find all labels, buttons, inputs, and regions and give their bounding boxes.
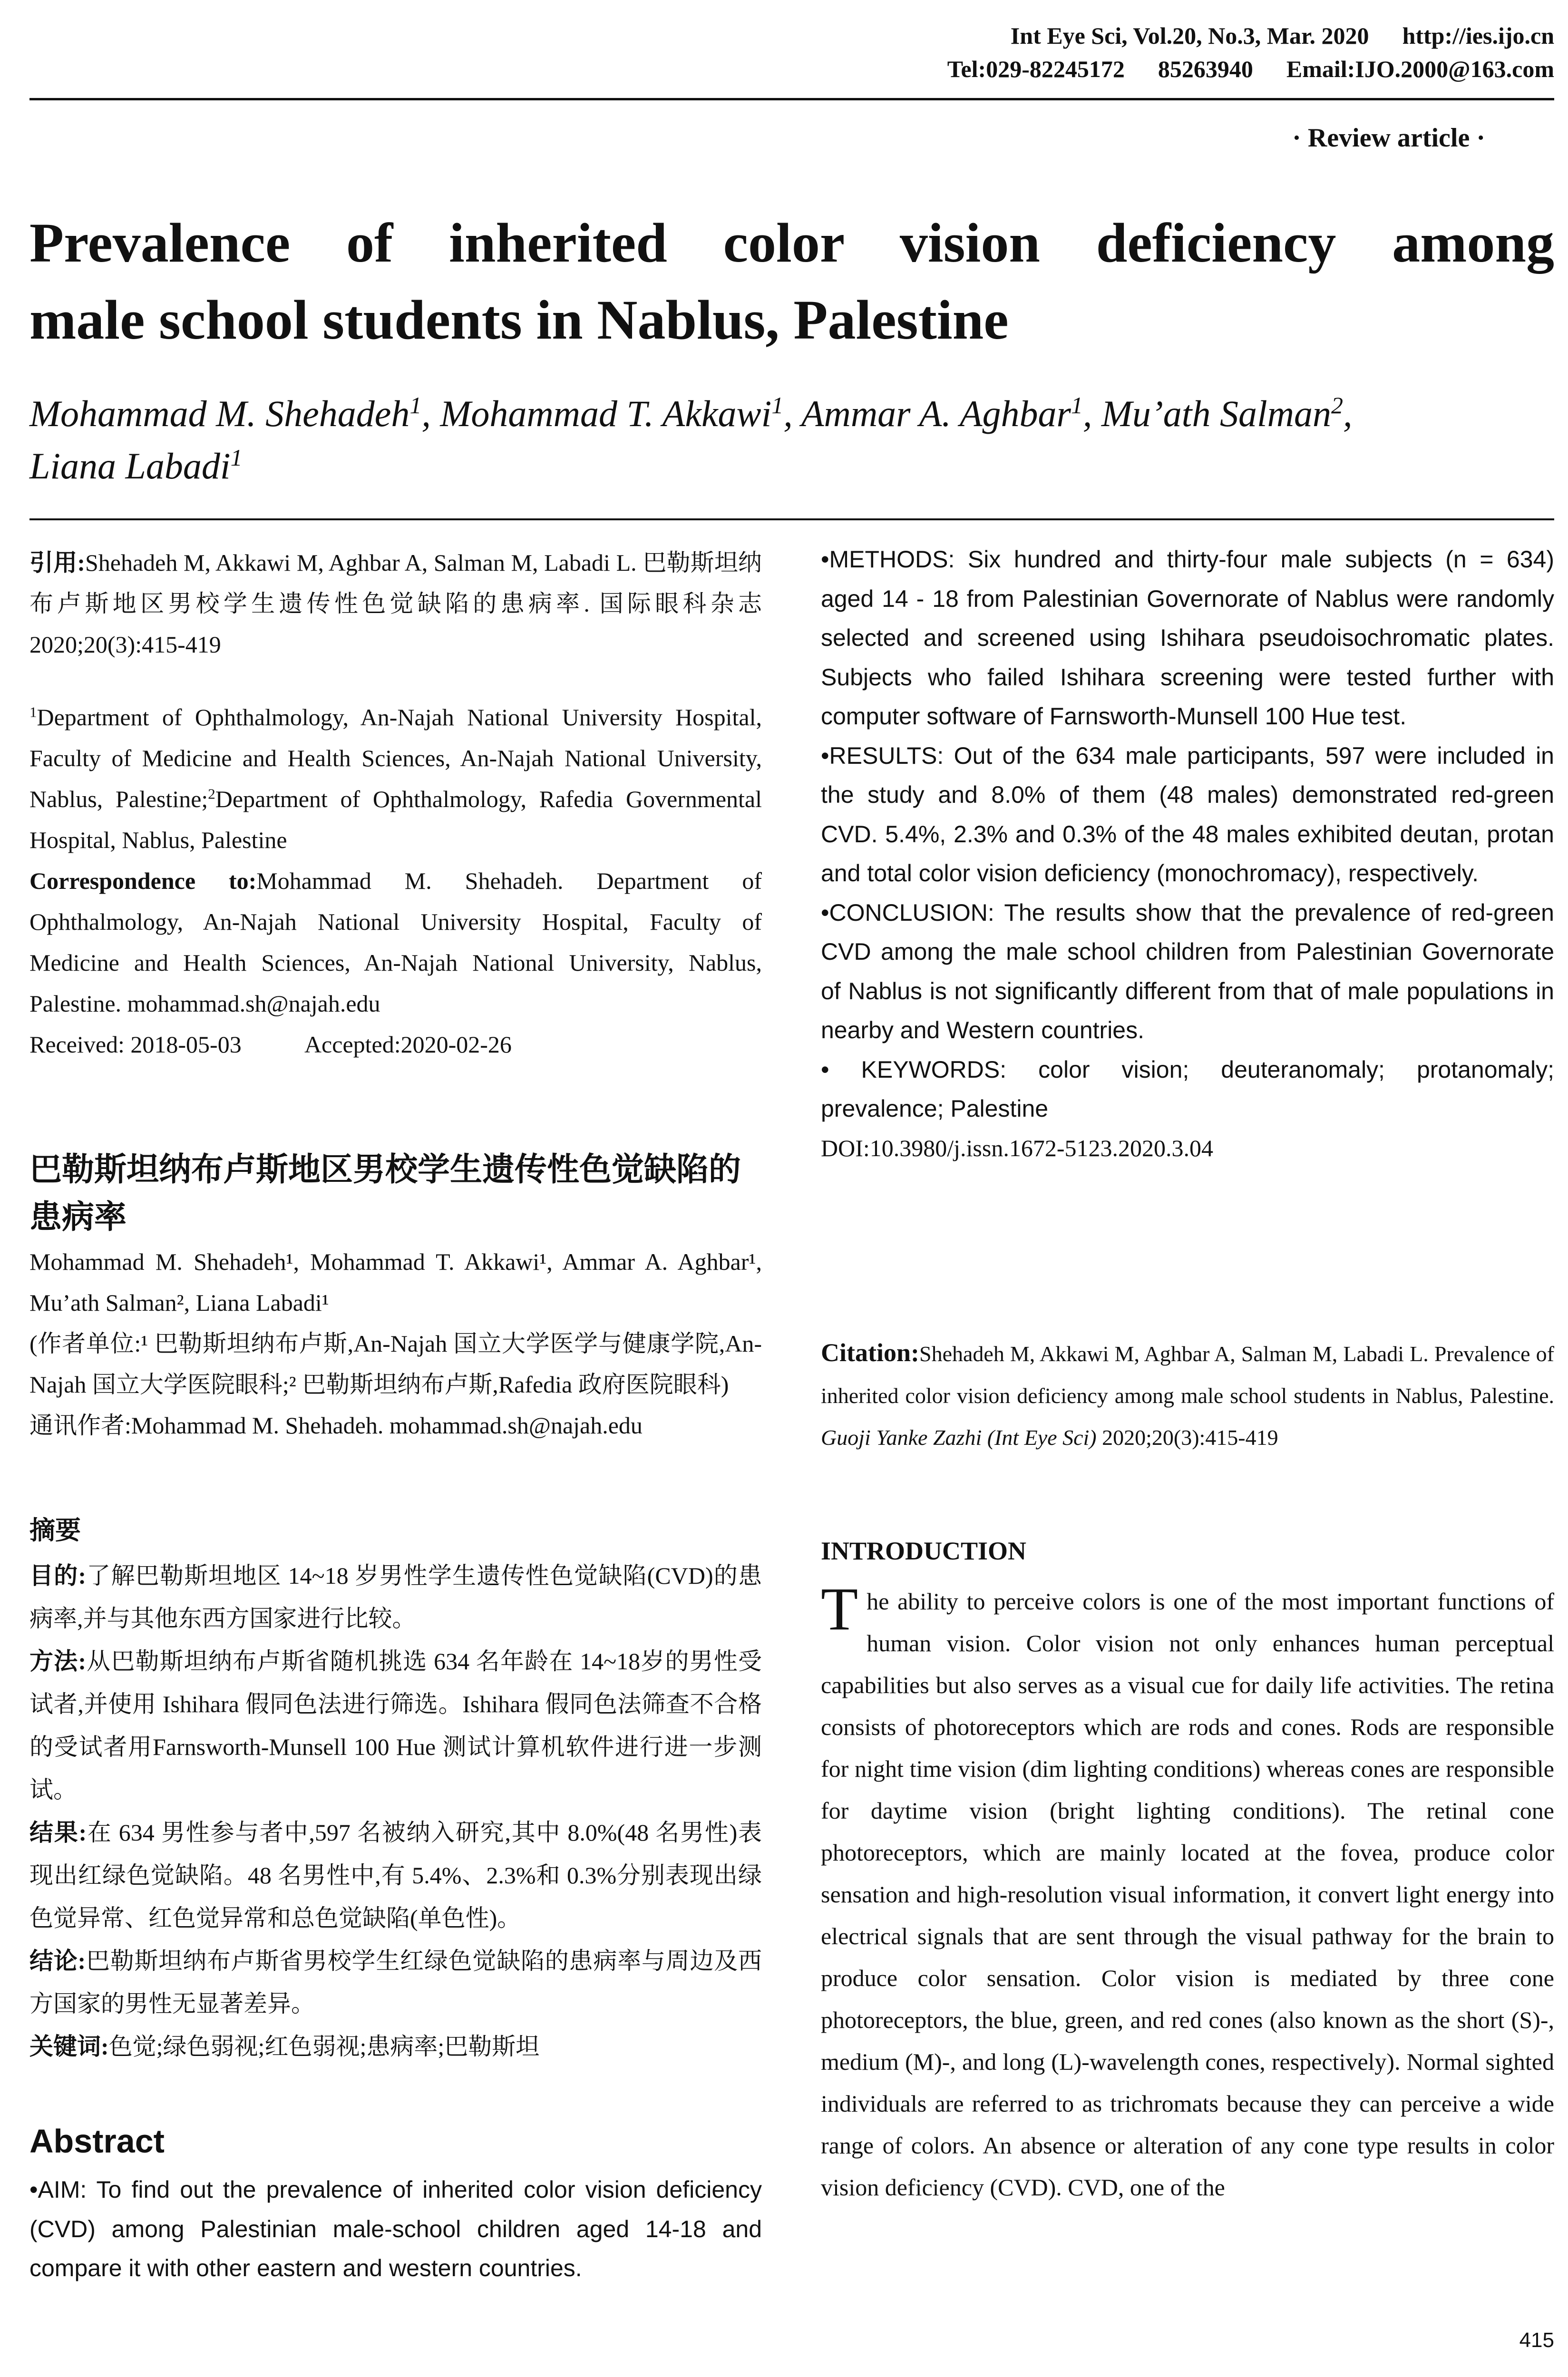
author-affiliation-mark: 1 (1071, 392, 1083, 419)
conclusion-label: •CONCLUSION: (821, 899, 994, 926)
author-affiliation-mark: 2 (1331, 392, 1343, 419)
author-list: Mohammad M. Shehadeh$^1$, Mohammad T. Akkawi$^1$, Ammar A. Aghbar$^1$, Mu’ath Salman$^2$, Liana Labadi$^1$ (29, 392, 1353, 487)
chinese-citation-label: 引用: (29, 549, 85, 576)
citation-journal: Guoji Yanke Zazhi (Int Eye Sci) (821, 1425, 1097, 1450)
chinese-abstract-heading: 摘要 (29, 1515, 81, 1545)
keywords-text: color vision; deuteranomaly; protanomaly; prevalence; Palestine (821, 1056, 1554, 1122)
citation-tail: 2020;20(3):415-419 (1102, 1425, 1278, 1450)
received-date: Received: 2018-05-03 (29, 1031, 242, 1058)
journal-header (603, 19, 1554, 86)
cn-results-label: 结果: (29, 1819, 87, 1846)
introduction-heading: INTRODUCTION (821, 1537, 1027, 1565)
chinese-abstract (29, 1554, 762, 2068)
aim-text: To find out the prevalence of inherited color vision deficiency (CVD) among Palestinian male-school children aged 14-18 and compare it with other eastern and western countries. (29, 2176, 762, 2281)
english-abstract-continued (821, 540, 1554, 1168)
conclusion-text: The results show that the prevalence of red-green CVD among the male school children from Palestinian Governorate of Nablus is not significantly different from that of male populations in nearby and Western countries. (821, 899, 1554, 1043)
author-name: Mu’ath Salman (1101, 393, 1331, 434)
chinese-corr-text: Mohammad M. Shehadeh. mohammad.sh@najah.edu (131, 1412, 643, 1439)
author-name: Mohammad M. Shehadeh (29, 393, 410, 434)
chinese-citation-text: Shehadeh M, Akkawi M, Aghbar A, Salman M, Labadi L. 巴勒斯坦纳布卢斯地区男校学生遗传性色觉缺陷的患病率. 国际眼科杂志 2020;20(3):415-419 (29, 549, 762, 658)
header-rule (29, 98, 1554, 100)
english-citation (821, 1332, 1554, 1459)
citation-label: Citation: (821, 1338, 919, 1367)
english-abstract-heading: Abstract (29, 2123, 165, 2160)
author-affiliation-mark: 1 (230, 444, 243, 471)
page-number: 415 (1519, 2328, 1554, 2352)
correspondence-text: Mohammad M. Shehadeh. Department of Ophthalmology, An-Najah National University Hospital, Faculty of Medicine and Health Sciences, An-Najah National University, Nablus, Palestine. mohammad.sh@najah.edu (29, 867, 762, 1017)
cn-results-text: 在 634 男性参与者中,597 名被纳入研究,其中 8.0%(48 名男性)表现出红绿色觉缺陷。48 名男性中,有 5.4%、2.3%和 0.3%分别表现出绿色觉异常、红色觉异常和总色觉缺陷(单色性)。 (29, 1819, 762, 1931)
drop-cap: T (821, 1575, 858, 1643)
chinese-corr-label: 通讯作者: (29, 1412, 131, 1439)
paper-title-line-1: Prevalence of inherited color vision deficiency among (29, 212, 1554, 274)
correspondence-label: Correspondence to: (29, 867, 257, 894)
chinese-title: 巴勒斯坦纳布卢斯地区男校学生遗传性色觉缺陷的患病率 (29, 1151, 741, 1236)
introduction-text: he ability to perceive colors is one of the most important functions of human vision. Color vision not only enhances human perceptual capabilities but also serves as a visual cue for daily life activities. The retina consists of photoreceptors which are rods and cones. Rods are responsible for night time vision (dim lighting conditions) whereas cones are responsible for daytime vision (bright lighting conditions). The retinal cone photoreceptors, which are mainly located at the fovea, produce color sensation and high-resolution visual information, it convert light energy into electrical signals that are sent through the visual pathway for the brain to produce color sensation. Color vision is mediated by three cone photoreceptors, the blue, green, and red cones (also known as the short (S)-, medium (M)-, and long (L)-wavelength cones, respectively). Normal sighted individuals are referred to as trichromats because they can perceive a wide range of colors. An absence or alteration of any cone type results in color vision deficiency (CVD). CVD, one of the (821, 1588, 1554, 2201)
affiliation-2: Department of Ophthalmology, Rafedia Governmental Hospital, Nablus, Palestine (29, 786, 762, 853)
methods-label: •METHODS: (821, 546, 955, 573)
author-affiliation-mark: 1 (771, 392, 784, 419)
results-label: •RESULTS: (821, 742, 944, 769)
journal-tel: Tel:029-82245172 (947, 56, 1125, 82)
paper-title (29, 205, 1554, 359)
chinese-citation (29, 542, 762, 665)
cn-methods-label: 方法: (29, 1648, 86, 1675)
article-type: · Review article · (1292, 123, 1485, 153)
cn-conclusion-label: 结论: (29, 1948, 86, 1974)
cn-methods-text: 从巴勒斯坦纳布卢斯省随机挑选 634 名年龄在 14~18岁的男性受试者,并使用 Ishihara 假同色法进行筛选。Ishihara 假同色法筛查不合格的受试者用Farnsworth-Munsell 100 Hue 测试计算机软件进行进一步测试。 (29, 1648, 762, 1803)
methods-text: Six hundred and thirty-four male subjects (n = 634) aged 14 - 18 from Palestinian Governorate of Nablus were randomly selected and screened using Ishihara pseudoisochromatic plates. Subjects who failed Ishihara screening were tested further with computer software of Farnsworth-Munsell 100 Hue test. (821, 546, 1554, 730)
cn-keywords-text: 色觉;绿色弱视;红色弱视;患病率;巴勒斯坦 (108, 2033, 540, 2060)
author-name: Liana Labadi (29, 445, 231, 487)
accepted-date: Accepted:2020-02-26 (304, 1031, 512, 1058)
journal-website[interactable]: http://ies.ijo.cn (1402, 22, 1554, 49)
english-abstract-aim (29, 2170, 762, 2288)
doi[interactable]: DOI:10.3980/j.issn.1672-5123.2020.3.04 (821, 1134, 1213, 1161)
cn-objective-text: 了解巴勒斯坦地区 14~18 岁男性学生遗传性色觉缺陷(CVD)的患病率,并与其他东西方国家进行比较。 (29, 1562, 762, 1632)
chinese-author-names: Mohammad M. Shehadeh¹, Mohammad T. Akkawi¹, Ammar A. Aghbar¹, Mu’ath Salman², Liana Labadi¹ (29, 1248, 762, 1316)
author-name: Mohammad T. Akkawi (440, 393, 772, 434)
journal-email[interactable]: Email:IJO.2000@163.com (1286, 56, 1554, 82)
author-affiliation-mark: 1 (409, 392, 422, 419)
aim-label: •AIM: (29, 2176, 87, 2203)
introduction-body (821, 1575, 1554, 2208)
title-block-rule (29, 518, 1554, 520)
results-text: Out of the 634 male participants, 597 were included in the study and 8.0% of them (48 males) demonstrated red-green CVD. 5.4%, 2.3% and 0.3% of the 48 males exhibited deutan, protan and total color vision deficiency (monochromacy), respectively. (821, 742, 1554, 887)
cn-keywords-label: 关键词: (29, 2033, 109, 2060)
keywords-label: • KEYWORDS: (821, 1056, 1007, 1083)
affiliations (29, 697, 762, 1065)
chinese-author-block (29, 1241, 762, 1446)
affiliation-mark: 2 (208, 785, 215, 802)
cn-conclusion-text: 巴勒斯坦纳布卢斯省男校学生红绿色觉缺陷的患病率与周边及西方国家的男性无显著差异。 (29, 1948, 762, 2017)
paper-title-line-2: male school students in Nablus, Palestine (29, 289, 1009, 351)
citation-text: Shehadeh M, Akkawi M, Aghbar A, Salman M, Labadi L. Prevalence of inherited color vision deficiency among male school students in Nablus, Palestine. (821, 1342, 1554, 1408)
author-name: Ammar A. Aghbar (801, 393, 1071, 434)
journal-tel-2: 85263940 (1158, 56, 1253, 82)
journal-citation: Int Eye Sci, Vol.20, No.3, Mar. 2020 (1010, 22, 1369, 49)
cn-objective-label: 目的: (29, 1562, 87, 1589)
affiliation-mark: 1 (29, 703, 37, 721)
chinese-author-units: (作者单位:¹ 巴勒斯坦纳布卢斯,An-Najah 国立大学医学与健康学院,An-Najah 国立大学医院眼科;² 巴勒斯坦纳布卢斯,Rafedia 政府医院眼科) (29, 1330, 762, 1398)
affiliation-1: Department of Ophthalmology, An-Najah National University Hospital, Faculty of Medicine and Health Sciences, An-Najah National University, Nablus, Palestine; (29, 704, 762, 812)
